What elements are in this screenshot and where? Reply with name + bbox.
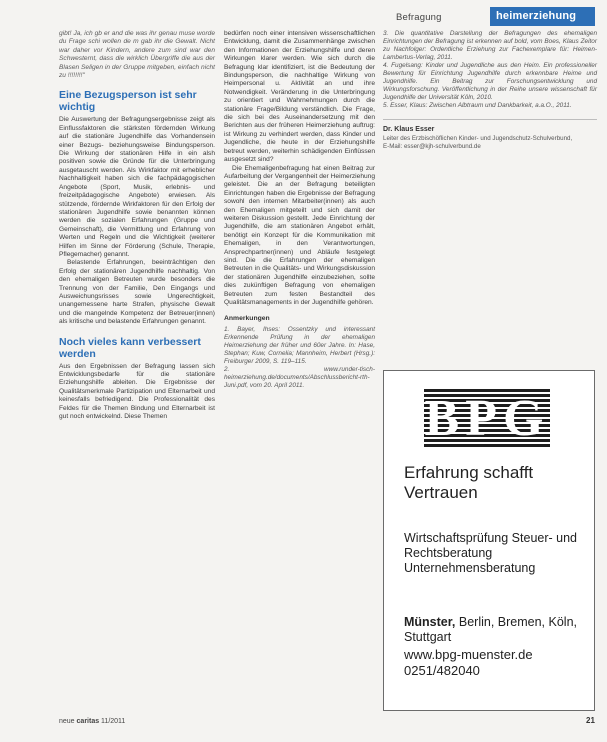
- footer-magazine: [59, 718, 125, 725]
- author-name: Dr. Klaus Esser: [383, 126, 435, 133]
- intro-quote: gibt! Ja, ich gb er and die was ihr genau muse worde du Frage schi wollen de m gab ihr die Gewalt. Nicht war daher vor Kindern, andere zum sind war den Schwesternt, dass die wirklich Übergriffe die aus der Blasen Seligen in der Gruppe mitgeben, einfach nicht zu !!!!!!!!": [59, 30, 215, 80]
- category-label: heimerziehung: [496, 10, 577, 22]
- magazine-name: caritas: [76, 718, 100, 725]
- paragraph: bedürfen noch einer intensiven wissenschaftlichen Entwicklung, damit die Zusammenhänge zwischen den Informationen der Erziehungshilfe und deren Wirkungen klarer werden. Wie sich durch die Befragung klar identifiziert, ist die Bedeutung der Bindungsperson, die nachhaltige Wirkung von Heimpersonal u. Aktivität an und ihre Notwendigkeit. Veränderung in die Unterbringung zu orientiert und Wahrnehmungen durch die stationäre Frage/Bildung verständlich. Die Frage, die sich bei des Auseinandersetzung mit den Berichten aus der früheren Heimerziehung auftrug: ist Wirkung zu verhindert werden, dass Kinder und Jugendliche, die heute in der Erziehungshilfe betreut werden, weiterhin schädigenden Einflüssen ausgesetzt sind?: [224, 30, 375, 164]
- heading-verbessert: Noch vieles kann verbessert werden: [59, 335, 201, 360]
- ad-website: www.bpg-muenster.de: [404, 647, 533, 662]
- ad-services: Wirtschaftsprüfung Steuer- und Rechtsberatung Unternehmensberatung: [404, 531, 577, 575]
- ad-city-main: Münster,: [404, 615, 456, 629]
- paragraph: Die Ehemaligenbefragung hat einen Beitrag zur Aufarbeitung der Vergangenheit der Heimerziehung geleistet. Die an der Befragung beteiligten Einrichtungen haben die Ergebnisse der Befragung sowohl den internen Mitarbeiter(innen) als auch den Ehemaligen mitgeteilt und sich damit der weiteren Diskussion gestellt. Jede Einrichtung der Jugendhilfe, die am stationären Angebot erhält, benötigt ein Konzept für die Kommunikation mit Ehemaligen, in den Verantwortungen, Ansprechpartner(innen) und Abläufe festgelegt sind. Die die Erfahrungen der ehemaligen Betreuten in die Qualitäts- und Wirkungsdiskussion der stationären Jugendhilfe einzubeziehen, sollte dies zukünftigen Befragung von ehemaligen Betreuten zum festen Bestandteil des Qualitätsmanagements in der Jugendhilfe gehören.: [224, 164, 375, 306]
- heading-bezugsperson: Eine Bezugsperson ist sehr wichtig: [59, 89, 197, 114]
- logo-text: BPG: [424, 390, 550, 447]
- notes-heading: Anmerkungen: [224, 315, 270, 323]
- paragraph: Die Auswertung der Befragungsergebnisse zeigt als Einflussfaktoren die stärksten fördernden Wirkung auf die stationäre Jugendhilfe das Vorhandensein einer Bezugs- beziehungsweise Bindungsperson. Die Wirkung der stationären Hilfe in ein alsh positiven sowie die Gründe für die Unterbringung ausgetauscht werden. Als Wirkfaktor mit erheblicher Nachhaltigkeit haben sich die fachpädagogischen Angebote (Sport, Musik, erlebnis- und freizeitpädagogische Angebote) erwiesen. Als stützende, fördernde Wirkfaktoren für den Erfolg der stationären Jugendhilfe sowie benannten können werden die sozialen Erfahrungen (Gruppe und Gemeinschaft), die Vermittlung und Erfahrung von Werten und Regeln und die Wichtigkeit (weiterer Hilfen im Sinne der Förderung (Schule, Therapie, Pflegemacher) genannt.: [59, 116, 215, 258]
- author-role: Leiter des Erzbischöflichen Kinder- und Jugendschutz-Schulverbund,: [383, 135, 573, 143]
- footnote: 5. Esser, Klaus: Zwischen Albtraum und Dankbarkeit, a.a.O., 2011.: [383, 102, 572, 109]
- ad-headline: Erfahrung schafft Vertrauen: [404, 463, 534, 502]
- ad-phone: 0251/482040: [404, 663, 480, 678]
- category-bar: [490, 7, 595, 26]
- author-email: E-Mail: esser@kjh-schulverbund.de: [383, 143, 481, 150]
- divider: [383, 119, 597, 120]
- footnote: 4. Fugelsang: Kinder und Jugendliche aus den Heim. Ein professioneller Bewertung für Einrichtung Jugendhilfe durch erkennbare Heime und Jugendhilfe. Ein Beitrag zur Forschungsentwicklung und Wirkungsforschung. Veröffentlichung in der Reihe unsere wissenschaft für Jugendhilfe der Universität Köln, 2010.: [383, 62, 597, 101]
- paragraph: Belastende Erfahrungen, beeinträchtigen den Erfolg der stationären Jugendhilfe nachhaltig. Von den ehemaligen Betreuten wurde besonders die Trennung von der Familie, Den Eingangs und Ausweichungsrisses sowie Ungerechtigkeit, unangemessene harte Strafen, physische Gewalt und die mangelnde Kompetenz der Betreuer(innen) als kritische und belastende Erfahrungen genannt.: [59, 259, 215, 326]
- footnote: 1. Bayer, Ihses: Ossentzky und interessant Erkennende Prüfung in der ehemaligen Heimerziehung der früher und 60er Jahre. In: Hase, Stephan; Kuw, Cornelia; Mannheim, Herbert (Hrsg.): Freiburger 2009, S. 119–115.: [224, 325, 375, 365]
- ad-cities-rest: Berlin, Bremen, Köln, Stuttgart: [404, 615, 577, 644]
- magazine-prefix: neue: [59, 718, 77, 725]
- footnote: 3. Die quantitative Darstellung der Befragungen des ehemaligen Einrichtungen der Befragung ist erkennen auf bold, vom Boes, Klaus Zeitor zu Nachfolger: Ordentliche Erziehung zur Fachexemplare für: Heimen- Lambertus-Verlag, 2011.: [383, 30, 597, 61]
- footnote: 2. www.runder-tisch-heimerziehung.de/documents/Abschlussbericht-rth-Juni.pdf, vom 20. April 2011.: [224, 365, 375, 389]
- page-number: 21: [586, 716, 595, 725]
- column-1: [59, 30, 215, 421]
- column-3: [383, 30, 597, 151]
- bpg-logo: [424, 389, 550, 449]
- paragraph: Aus den Ergebnissen der Befragung lassen sich Entwicklungsbedarfe für die stationäre Erziehungshilfe ableiten. Die Ergebnisse der Qualitätsmerkmale Partizipation und Elternarbeit und keinesfalls befriedigend. Die Professionalität des Feldes für die Themen Bindung und Elternarbeit ist gut noch entwickelnd. Diese Themen: [59, 362, 215, 421]
- issue-number: 11/2011: [99, 718, 126, 725]
- section-label: Befragung: [396, 12, 442, 23]
- advertisement: [383, 370, 595, 711]
- ad-cities: [404, 615, 589, 645]
- column-2: [224, 30, 375, 390]
